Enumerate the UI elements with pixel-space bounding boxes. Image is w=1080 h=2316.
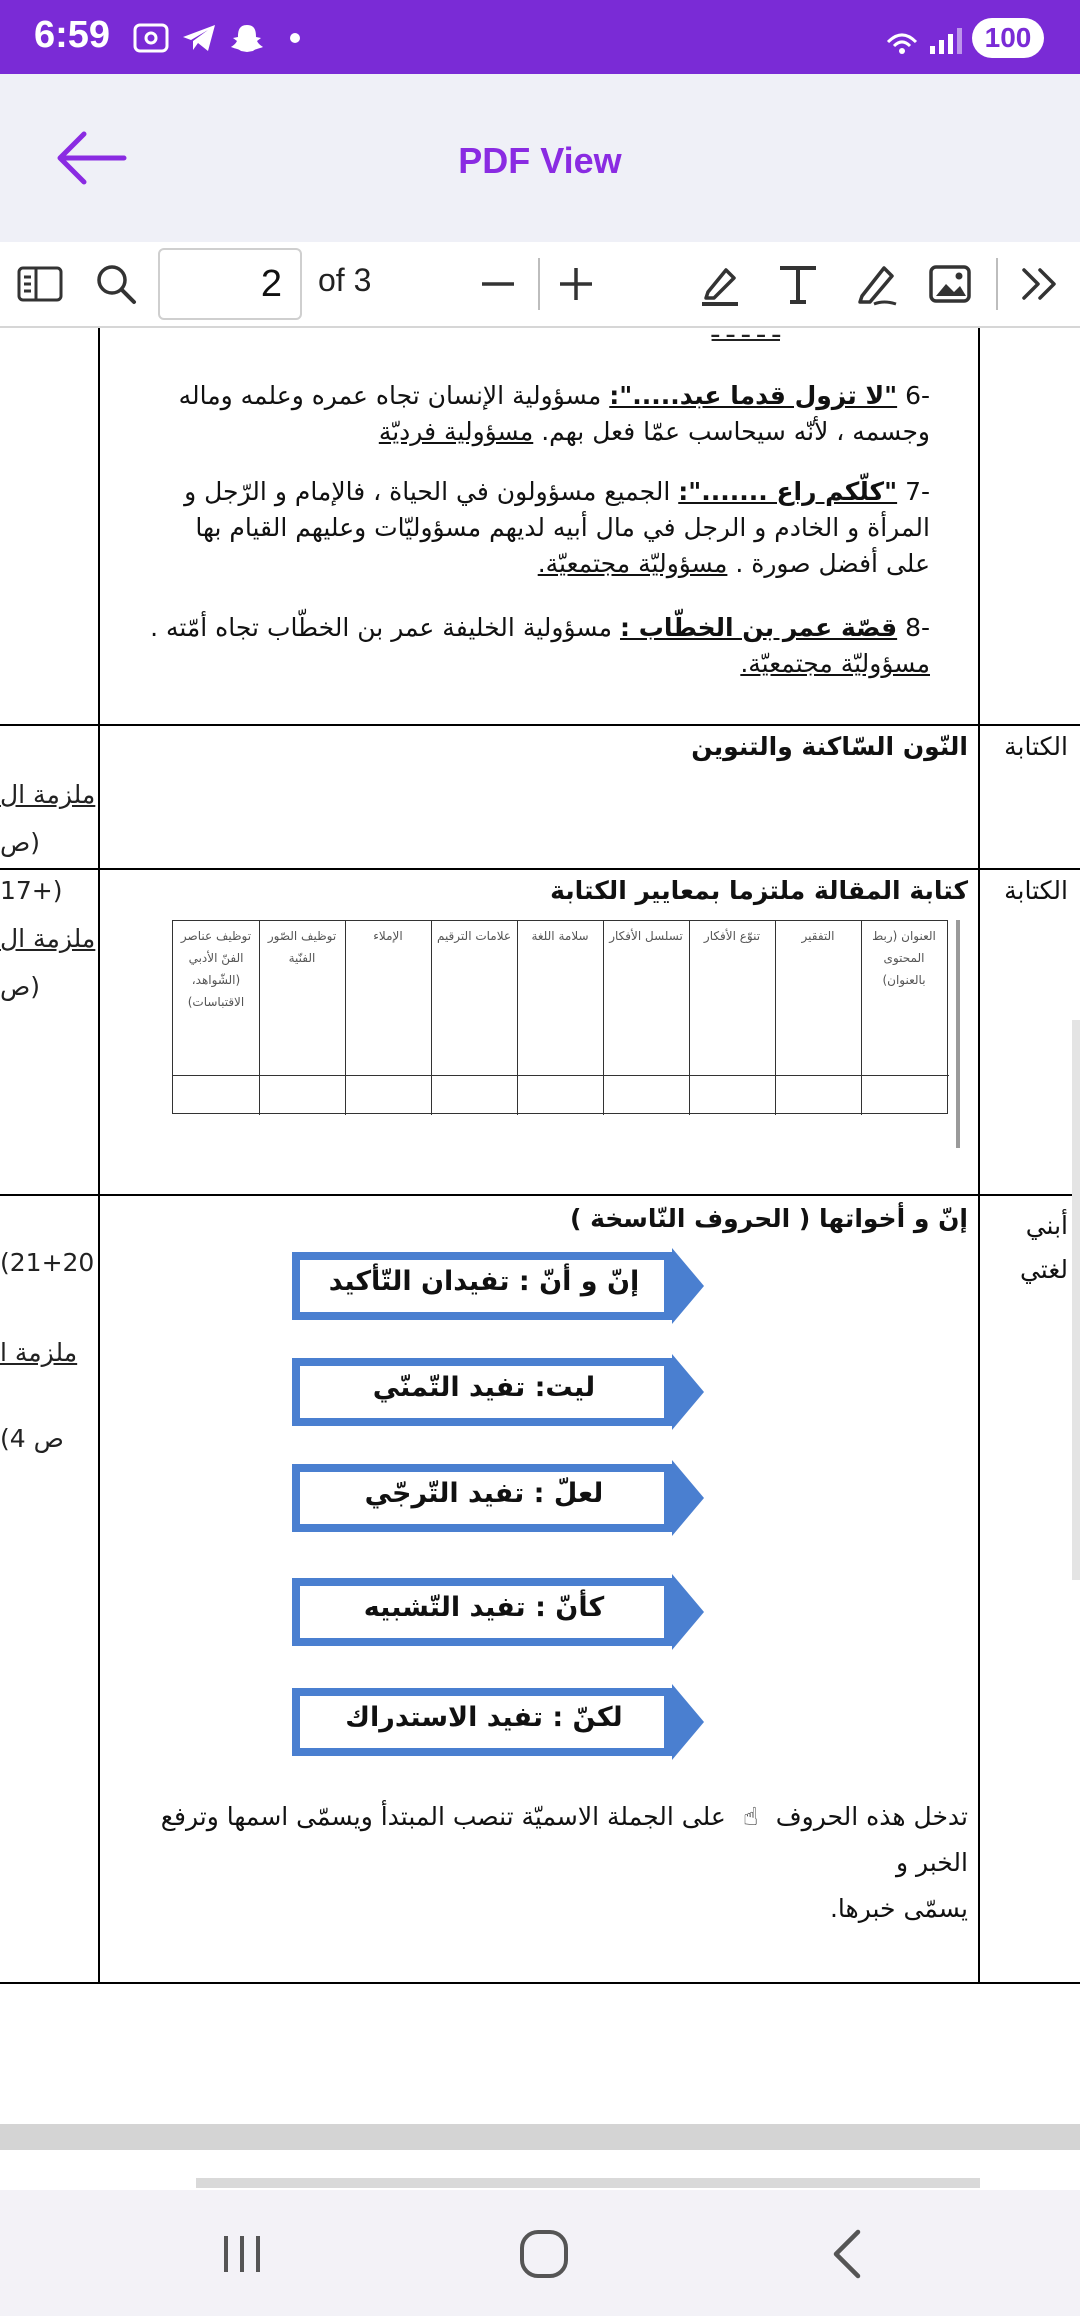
- text-icon[interactable]: [770, 256, 826, 312]
- particle-label: لعلّ : تفيد التّرجّي: [364, 1478, 604, 1509]
- toolbar-divider: [538, 258, 540, 310]
- rubric-header: الإملاء: [373, 929, 403, 943]
- page-total-label: of 3: [318, 262, 372, 298]
- pointing-hand-icon: ☝: [743, 1802, 759, 1831]
- particle-label: إنّ و أنّ : تفيدان التّأكيد: [328, 1266, 640, 1297]
- horizontal-scrollbar[interactable]: [196, 2178, 980, 2188]
- more-icon[interactable]: [1012, 256, 1068, 312]
- table-border: [0, 1194, 1080, 1196]
- row-side: ص): [0, 972, 40, 1001]
- item-body: مسؤولية الإنسان تجاه عمره وعلمه وماله وجسمه ، لأنّه سيحاسب عمّا فعل بهم.: [178, 381, 930, 446]
- zoom-in-icon[interactable]: [548, 256, 604, 312]
- row-content: إنّ و أخواتها ( الحروف النّاسخة ): [569, 1204, 968, 1233]
- telegram-icon: [180, 22, 218, 54]
- draw-icon[interactable]: [848, 256, 904, 312]
- page-scrollbar[interactable]: [1072, 1020, 1080, 1580]
- table-border: [978, 328, 980, 1984]
- sidebar-icon[interactable]: [12, 256, 68, 312]
- item-lead: قصّة عمر بن الخطّاب :: [620, 613, 898, 642]
- rubric-table: [172, 920, 948, 1114]
- particle-label: لكنّ : تفيد الاستدراك: [345, 1702, 623, 1733]
- note-text-a: تدخل هذه الحروف: [775, 1802, 968, 1831]
- note-text-c: يسمّى خبرها.: [829, 1894, 968, 1923]
- table-border: [0, 868, 1080, 870]
- recent-apps-icon[interactable]: [202, 2222, 282, 2286]
- rubric-header: تنوّع الأفكار: [703, 929, 761, 943]
- item-lead: "كلّكم راع .......":: [678, 477, 898, 506]
- app-title: PDF View: [458, 140, 622, 181]
- home-icon[interactable]: [504, 2222, 584, 2286]
- particle-label: ليت: تفيد التّمنّي: [372, 1372, 596, 1403]
- screenshot-icon: [132, 22, 170, 54]
- page-number-input[interactable]: 2: [158, 248, 302, 320]
- rubric-row-divider: [173, 1075, 949, 1076]
- row-label: أبني لغتي: [1019, 1211, 1068, 1284]
- row-label: الكتابة: [1004, 732, 1068, 761]
- table-border: [0, 724, 1080, 726]
- note-text-b: على الجملة الاسميّة تنصب المبتدأ ويسمّى اسمها وترفع الخبر و: [160, 1802, 968, 1877]
- row-side: ملزمة ال: [0, 924, 96, 953]
- toolbar-divider: [996, 258, 998, 310]
- item-number: -8: [905, 613, 930, 642]
- battery-indicator: 100: [972, 18, 1044, 58]
- row-side: (ص 4: [0, 1424, 64, 1453]
- row-side: (21+20: [0, 1248, 95, 1277]
- item-body: مسؤولية الخليفة عمر بن الخطّاب تجاه أمّته .: [150, 613, 621, 642]
- row-side: ملزمة ا: [0, 1338, 78, 1367]
- list-item: [150, 474, 930, 582]
- table-border: [98, 328, 100, 1984]
- back-nav-icon[interactable]: [808, 2222, 888, 2286]
- item-tag: مسؤوليّة مجتمعيّة.: [537, 549, 728, 578]
- rubric-header: سلامة اللغة: [531, 929, 589, 943]
- status-time: 6:59: [34, 14, 111, 56]
- item-tag: مسؤوليّة مجتمعيّة.: [740, 649, 930, 678]
- row-side: ملزمة ال: [0, 780, 96, 809]
- rubric-header: التفقير: [801, 929, 835, 943]
- snapchat-icon: [228, 22, 266, 54]
- rubric-header: توظيف الصّور الفنّية: [267, 929, 337, 965]
- item-tag: مسؤولية فرديّة: [378, 417, 534, 446]
- row-content: النّون السّاكنة والتنوين: [691, 732, 968, 761]
- rubric-header: تسلسل الأفكار: [609, 929, 683, 943]
- rubric-header: توظيف عناصر الفنّ الأدبي (الشّواهد، الاقتباسات): [180, 929, 252, 1009]
- row-label: الكتابة: [1004, 876, 1068, 905]
- pdf-page[interactable]: [0, 328, 1080, 2128]
- embedded-scrollbar[interactable]: [956, 920, 960, 1148]
- row-side: ص): [0, 828, 40, 857]
- status-notification-icons: [132, 22, 314, 54]
- highlight-icon[interactable]: [692, 256, 748, 312]
- notification-dot-icon: [276, 22, 314, 54]
- note-paragraph: [108, 1794, 968, 1932]
- particle-label: كأنّ : تفيد التّشبيه: [363, 1592, 605, 1623]
- page-separator: [0, 2124, 1080, 2150]
- list-item: [150, 378, 930, 450]
- search-icon[interactable]: [88, 256, 144, 312]
- table-border: [0, 1982, 1080, 1984]
- item-number: -6: [905, 381, 930, 410]
- row-side: 17+): [0, 876, 63, 905]
- row-content: كتابة المقالة ملتزما بمعايير الكتابة: [550, 876, 968, 905]
- rubric-header: العنوان (ربط المحتوى بالعنوان): [872, 929, 936, 987]
- item-lead: "لا تزول قدما عبد.....":: [609, 381, 898, 410]
- clipped-line: ـ ـ ـ ـ ـ: [711, 328, 780, 343]
- rubric-header: علامات الترقيم: [436, 929, 512, 943]
- item-body: الجميع مسؤولون في الحياة ، فالإمام و الرّجل و المرأة و الخادم و الرجل في مال أبيه لديهم مسؤوليّات وعليهم القيام بها على أفضل صورة .: [184, 477, 930, 578]
- zoom-out-icon[interactable]: [470, 256, 526, 312]
- list-item: [150, 610, 930, 682]
- image-icon[interactable]: [922, 256, 978, 312]
- item-number: -7: [905, 477, 930, 506]
- signal-icon: [886, 26, 962, 56]
